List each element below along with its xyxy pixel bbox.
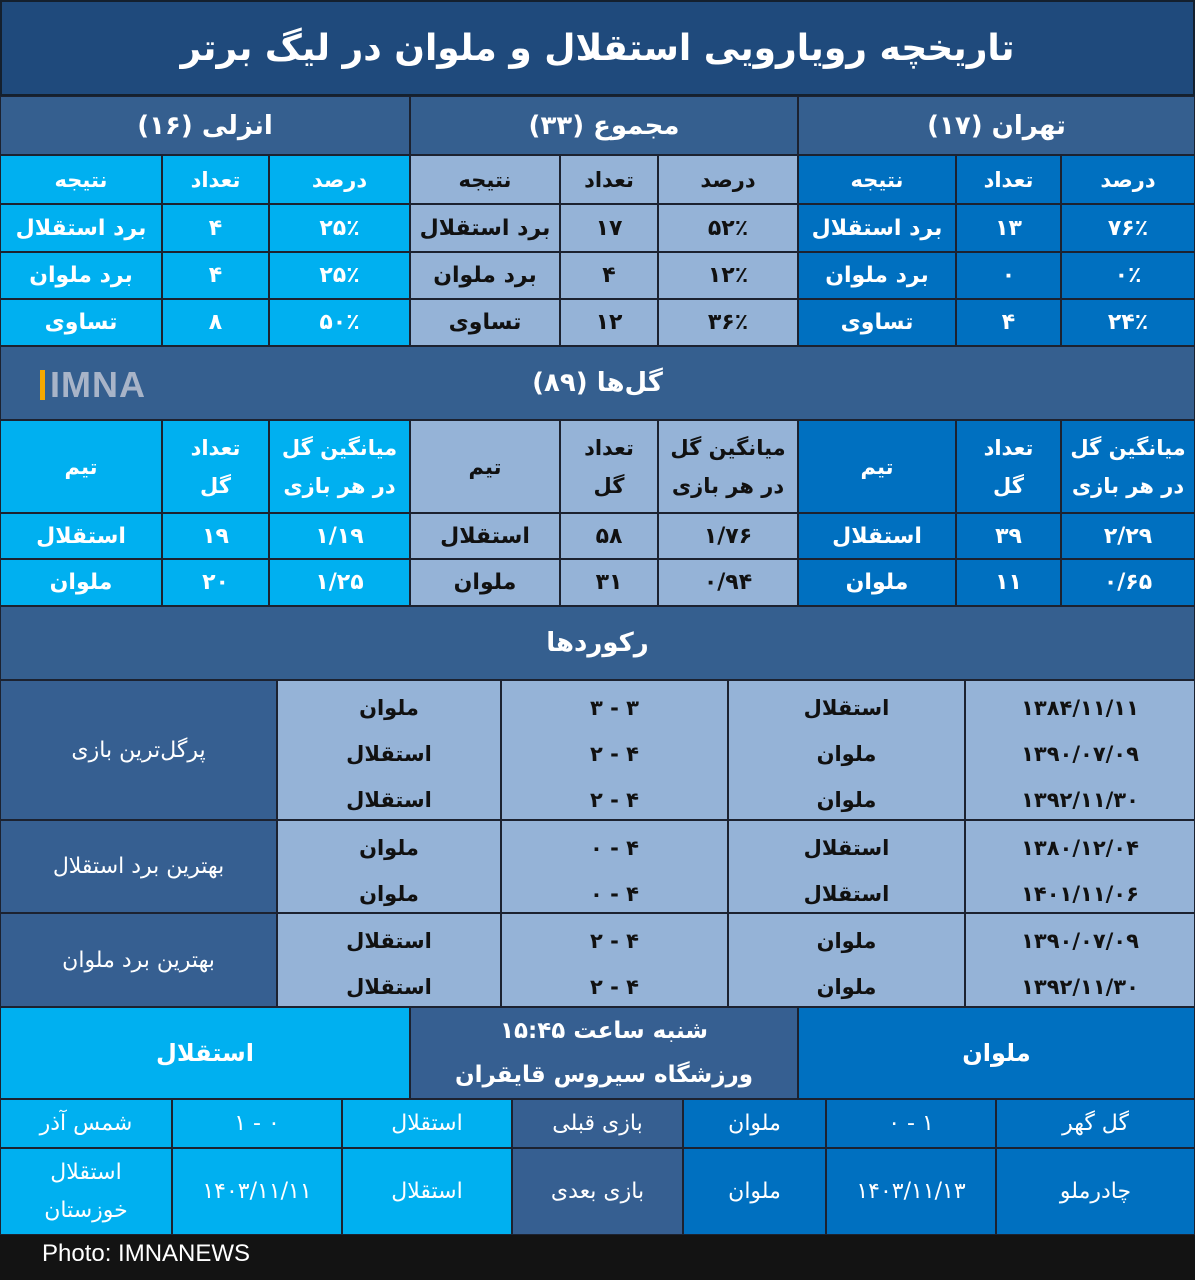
anzali-goals-avg: ۱/۱۹ bbox=[269, 513, 410, 559]
total-count: ۴ bbox=[560, 252, 658, 299]
tehran-goals-avg: ۰/۶۵ bbox=[1061, 559, 1195, 606]
tehran-col-count: تعداد bbox=[956, 155, 1061, 204]
record-home: استقلال bbox=[803, 882, 890, 906]
tehran-percent: ۲۴٪ bbox=[1061, 299, 1195, 346]
malavan-prev-team: ملوان bbox=[683, 1099, 826, 1148]
anzali-result: برد ملوان bbox=[0, 252, 162, 299]
record-date: ۱۳۹۰/۰۷/۰۹ bbox=[1021, 929, 1139, 953]
record-date: ۱۳۹۲/۱۱/۳۰ bbox=[1021, 788, 1139, 812]
anzali-goals-team: استقلال bbox=[0, 513, 162, 559]
tehran-goals-col-team: تیم bbox=[798, 420, 956, 513]
total-header: مجموع (۳۳) bbox=[410, 96, 798, 155]
record-home: استقلال bbox=[803, 696, 890, 720]
tehran-goals-col-avg bbox=[1061, 420, 1195, 513]
record-home-teams bbox=[728, 820, 965, 913]
record-away: استقلال bbox=[346, 742, 432, 766]
tehran-count: ۱۳ bbox=[956, 204, 1061, 252]
total-goals-col-team: تیم bbox=[410, 420, 560, 513]
header-line: میانگین گل bbox=[1070, 435, 1186, 460]
record-scores bbox=[501, 913, 728, 1007]
record-score: ۴ - ۲ bbox=[590, 929, 639, 953]
total-goals-avg: ۱/۷۶ bbox=[658, 513, 798, 559]
esteghlal-next-team: استقلال bbox=[342, 1148, 512, 1235]
total-result: تساوی bbox=[410, 299, 560, 346]
total-col-percent: درصد bbox=[658, 155, 798, 204]
header-line: در هر بازی bbox=[671, 473, 785, 498]
total-count: ۱۷ bbox=[560, 204, 658, 252]
anzali-count: ۴ bbox=[162, 204, 269, 252]
record-away: ملوان bbox=[359, 836, 419, 860]
total-percent: ۱۲٪ bbox=[658, 252, 798, 299]
next-match-home-team: ملوان bbox=[798, 1007, 1195, 1099]
goals-header: گل‌ها (۸۹) bbox=[0, 346, 1195, 420]
anzali-percent: ۲۵٪ bbox=[269, 204, 410, 252]
tehran-count: ۰ bbox=[956, 252, 1061, 299]
header-line: تعداد bbox=[584, 435, 634, 460]
photo-credit: Photo: IMNANEWS bbox=[42, 1240, 251, 1267]
anzali-count: ۴ bbox=[162, 252, 269, 299]
record-label-highest-scoring: پرگل‌ترین بازی bbox=[0, 680, 277, 820]
tehran-header: تهران (۱۷) bbox=[798, 96, 1195, 155]
logo-text: IMNA bbox=[50, 364, 146, 405]
anzali-goals-count: ۲۰ bbox=[162, 559, 269, 606]
header-line: میانگین گل bbox=[281, 435, 398, 460]
opponent-line: استقلال bbox=[50, 1159, 122, 1185]
total-percent: ۵۲٪ bbox=[658, 204, 798, 252]
anzali-result: تساوی bbox=[0, 299, 162, 346]
total-result: برد استقلال bbox=[410, 204, 560, 252]
total-goals-count: ۵۸ bbox=[560, 513, 658, 559]
record-label-best-esteghlal-win: بهترین برد استقلال bbox=[0, 820, 277, 913]
esteghlal-prev-score: ۰ - ۱ bbox=[172, 1099, 342, 1148]
esteghlal-prev-opponent: شمس آذر bbox=[0, 1099, 172, 1148]
anzali-goals-team: ملوان bbox=[0, 559, 162, 606]
header-line: میانگین گل bbox=[670, 435, 786, 460]
total-col-count: تعداد bbox=[560, 155, 658, 204]
total-goals-team: استقلال bbox=[410, 513, 560, 559]
record-score: ۴ - ۲ bbox=[590, 742, 639, 766]
anzali-result: برد استقلال bbox=[0, 204, 162, 252]
header-line: در هر بازی bbox=[1071, 473, 1185, 498]
tehran-goals-count: ۳۹ bbox=[956, 513, 1061, 559]
total-goals-col-avg bbox=[658, 420, 798, 513]
tehran-goals-count: ۱۱ bbox=[956, 559, 1061, 606]
tehran-count: ۴ bbox=[956, 299, 1061, 346]
esteghlal-next-date: ۱۴۰۳/۱۱/۱۱ bbox=[172, 1148, 342, 1235]
record-score: ۳ - ۳ bbox=[590, 696, 639, 720]
anzali-goals-avg: ۱/۲۵ bbox=[269, 559, 410, 606]
record-home: ملوان bbox=[816, 742, 877, 766]
header-line: تعداد bbox=[190, 435, 241, 460]
anzali-goals-count: ۱۹ bbox=[162, 513, 269, 559]
total-goals-col-count bbox=[560, 420, 658, 513]
malavan-next-team: ملوان bbox=[683, 1148, 826, 1235]
malavan-next-opponent: چادرملو bbox=[996, 1148, 1195, 1235]
header-line: گل bbox=[593, 473, 625, 498]
total-percent: ۳۶٪ bbox=[658, 299, 798, 346]
tehran-goals-team: استقلال bbox=[798, 513, 956, 559]
anzali-col-count: تعداد bbox=[162, 155, 269, 204]
anzali-header: انزلی (۱۶) bbox=[0, 96, 410, 155]
record-dates bbox=[965, 820, 1195, 913]
record-home-teams bbox=[728, 680, 965, 820]
total-goals-avg: ۰/۹۴ bbox=[658, 559, 798, 606]
tehran-percent: ۷۶٪ bbox=[1061, 204, 1195, 252]
total-result: برد ملوان bbox=[410, 252, 560, 299]
record-home-teams bbox=[728, 913, 965, 1007]
esteghlal-prev-team: استقلال bbox=[342, 1099, 512, 1148]
total-count: ۱۲ bbox=[560, 299, 658, 346]
esteghlal-next-opponent bbox=[0, 1148, 172, 1235]
tehran-goals-team: ملوان bbox=[798, 559, 956, 606]
anzali-percent: ۵۰٪ bbox=[269, 299, 410, 346]
record-away-teams bbox=[277, 913, 501, 1007]
record-date: ۱۳۸۰/۱۲/۰۴ bbox=[1021, 836, 1139, 860]
record-score: ۴ - ۲ bbox=[590, 788, 639, 812]
record-away: استقلال bbox=[346, 788, 432, 812]
next-match-label: بازی بعدی bbox=[512, 1148, 683, 1235]
total-col-result: نتیجه bbox=[410, 155, 560, 204]
anzali-goals-col-team: تیم bbox=[0, 420, 162, 513]
record-home: ملوان bbox=[816, 975, 877, 999]
record-date: ۱۴۰۱/۱۱/۰۶ bbox=[1021, 882, 1139, 906]
tehran-result: برد استقلال bbox=[798, 204, 956, 252]
tehran-result: برد ملوان bbox=[798, 252, 956, 299]
imna-logo bbox=[40, 364, 146, 406]
tehran-goals-col-count bbox=[956, 420, 1061, 513]
tehran-col-result: نتیجه bbox=[798, 155, 956, 204]
next-match-info bbox=[410, 1007, 798, 1099]
record-away: استقلال bbox=[346, 975, 432, 999]
header-line: گل bbox=[993, 473, 1024, 498]
anzali-goals-col-count bbox=[162, 420, 269, 513]
malavan-prev-score: ۱ - ۰ bbox=[826, 1099, 996, 1148]
record-away: ملوان bbox=[359, 696, 419, 720]
records-header: رکوردها bbox=[0, 606, 1195, 680]
record-score: ۴ - ۰ bbox=[590, 836, 639, 860]
record-away-teams bbox=[277, 680, 501, 820]
page-title: تاریخچه رویارویی استقلال و ملوان در لیگ برتر bbox=[0, 0, 1195, 96]
record-date: ۱۳۸۴/۱۱/۱۱ bbox=[1021, 696, 1139, 720]
anzali-goals-col-avg bbox=[269, 420, 410, 513]
record-date: ۱۳۹۲/۱۱/۳۰ bbox=[1021, 975, 1139, 999]
anzali-percent: ۲۵٪ bbox=[269, 252, 410, 299]
record-dates bbox=[965, 913, 1195, 1007]
next-match-away-team: استقلال bbox=[0, 1007, 410, 1099]
next-match-venue: ورزشگاه سیروس قایقران bbox=[454, 1062, 754, 1088]
total-goals-team: ملوان bbox=[410, 559, 560, 606]
record-away-teams bbox=[277, 820, 501, 913]
record-score: ۴ - ۰ bbox=[590, 882, 639, 906]
tehran-goals-avg: ۲/۲۹ bbox=[1061, 513, 1195, 559]
record-away: ملوان bbox=[359, 882, 419, 906]
record-away: استقلال bbox=[346, 929, 432, 953]
malavan-prev-opponent: گل گهر bbox=[996, 1099, 1195, 1148]
anzali-count: ۸ bbox=[162, 299, 269, 346]
tehran-result: تساوی bbox=[798, 299, 956, 346]
opponent-line: خوزستان bbox=[44, 1197, 128, 1223]
malavan-next-date: ۱۴۰۳/۱۱/۱۳ bbox=[826, 1148, 996, 1235]
record-home: ملوان bbox=[816, 929, 877, 953]
tehran-col-percent: درصد bbox=[1061, 155, 1195, 204]
record-home: ملوان bbox=[816, 788, 877, 812]
anzali-col-result: نتیجه bbox=[0, 155, 162, 204]
record-dates bbox=[965, 680, 1195, 820]
header-line: تعداد bbox=[983, 435, 1034, 460]
anzali-col-percent: درصد bbox=[269, 155, 410, 204]
record-home: استقلال bbox=[803, 836, 890, 860]
record-scores bbox=[501, 680, 728, 820]
prev-match-label: بازی قبلی bbox=[512, 1099, 683, 1148]
record-scores bbox=[501, 820, 728, 913]
total-goals-count: ۳۱ bbox=[560, 559, 658, 606]
tehran-percent: ۰٪ bbox=[1061, 252, 1195, 299]
header-line: در هر بازی bbox=[283, 473, 396, 498]
record-score: ۴ - ۲ bbox=[590, 975, 639, 999]
next-match-time: شنبه ساعت ۱۵:۴۵ bbox=[499, 1018, 709, 1044]
record-date: ۱۳۹۰/۰۷/۰۹ bbox=[1021, 742, 1139, 766]
logo-accent-bar bbox=[40, 370, 45, 400]
header-line: گل bbox=[200, 473, 231, 498]
record-label-best-malavan-win: بهترین برد ملوان bbox=[0, 913, 277, 1007]
